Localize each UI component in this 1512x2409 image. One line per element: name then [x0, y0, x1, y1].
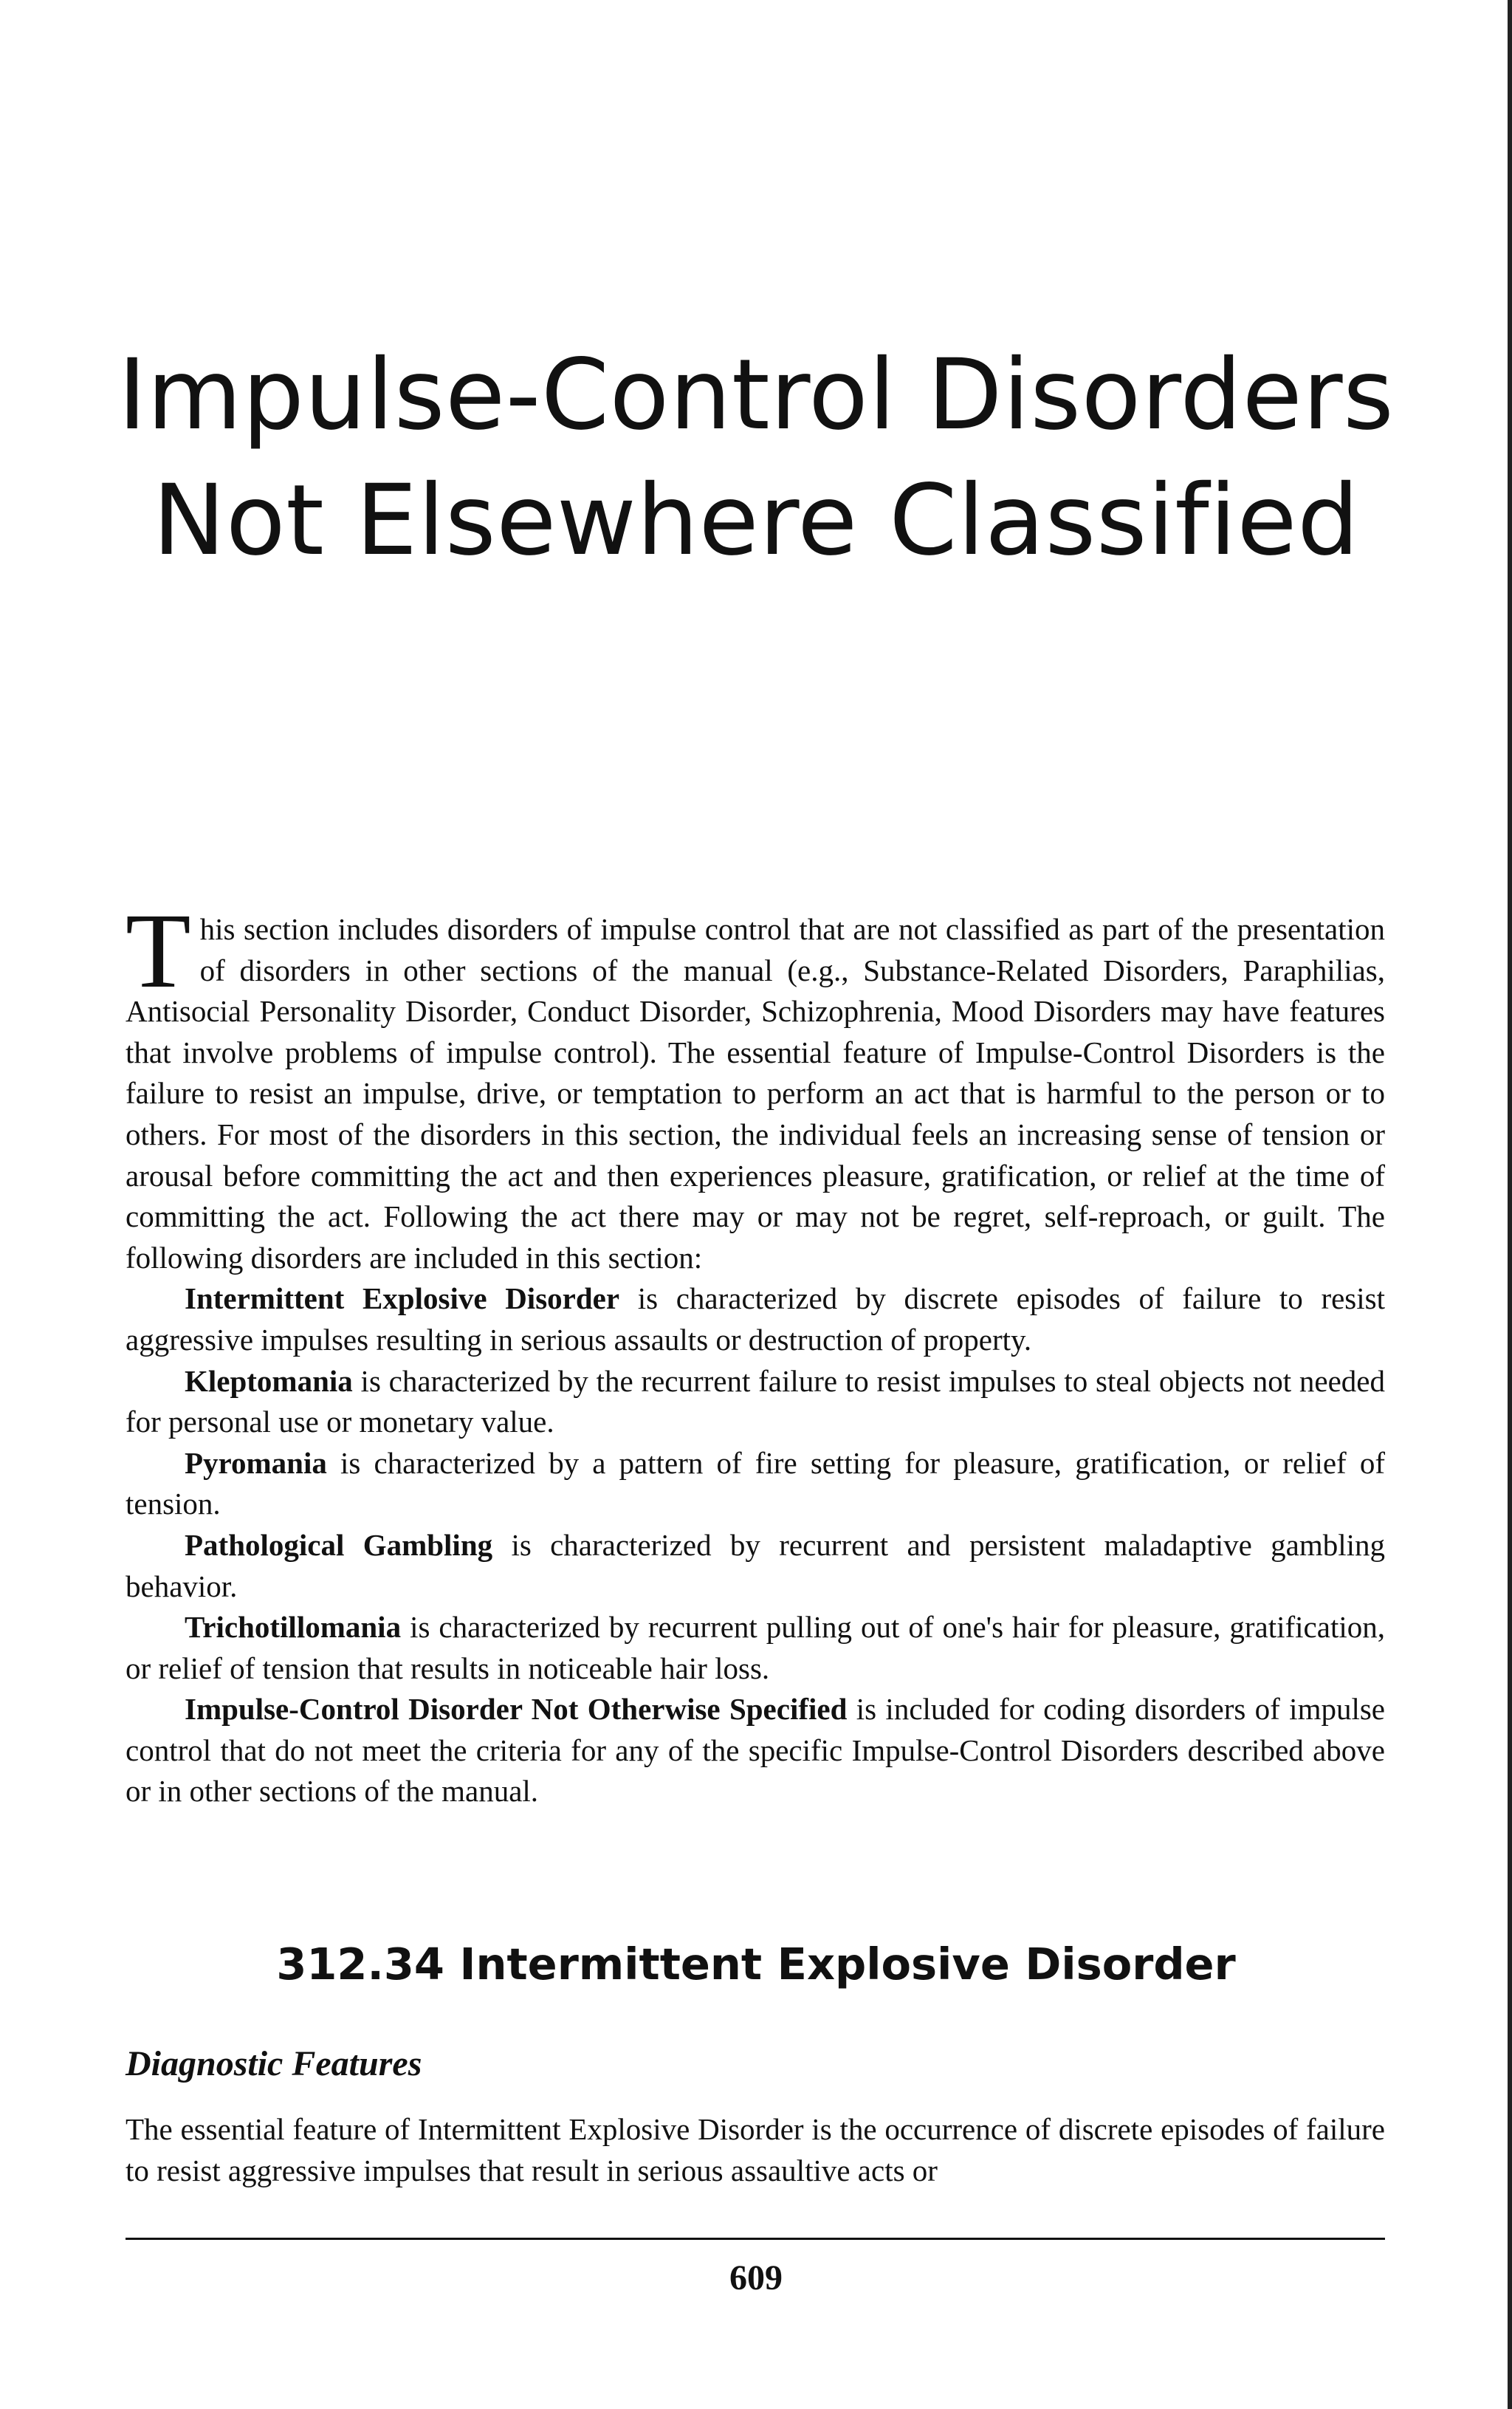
disorder-term: Impulse-Control Disorder Not Otherwise Specified [185, 1692, 848, 1727]
page-number: 609 [729, 2258, 783, 2297]
list-item [126, 1525, 1385, 1607]
disorder-description: is included for coding disorders of impulse control that do not meet the criteria for any of the specific Impulse-Control Disorders described above or in other sections of the manual. [126, 1692, 1385, 1809]
chapter-title [0, 332, 1512, 583]
chapter-title-line-1: Impulse-Control Disorders [117, 338, 1395, 452]
list-item [126, 1607, 1385, 1689]
drop-cap: T [126, 892, 191, 1010]
intro-text: his section includes disorders of impulse control that are not classified as part of the presentation of disorders in other sections of the manual (e.g., Substance-Related Disorders, Paraphilias, Antisocial Personality Disorder, Conduct Disorder, Schizophrenia, Mood Disorders may have features that involve problems of impulse control). The essential feature of Impulse-Control Disorders is the failure to resist an impulse, drive, or temptation to perform an act that is harmful to the person or to others. For most of the disorders in this section, the individual feels an increasing sense of tension or arousal before committing the act and then experiences pleasure, gratification, or relief at the time of committing the act. Following the act there may or may not be regret, self-reproach, or guilt. The following disorders are included in this section: [126, 912, 1385, 1275]
disorder-description: is characterized by recurrent pulling out of one's hair for pleasure, gratification, or relief of tension that results in noticeable hair loss. [126, 1610, 1385, 1685]
list-item [126, 1689, 1385, 1812]
disorder-term: Trichotillomania [185, 1610, 402, 1645]
disorder-term: Pyromania [185, 1445, 327, 1480]
disorder-term: Kleptomania [185, 1363, 353, 1398]
diagnostic-features-section [126, 2109, 1385, 2191]
list-item [126, 1443, 1385, 1525]
list-item [126, 1278, 1385, 1360]
disorder-description: is characterized by discrete episodes of failure to resist aggressive impulses resulting in serious assaults or destruction of property. [126, 1281, 1386, 1357]
section-heading: 312.34 Intermittent Explosive Disorder [276, 1939, 1236, 1990]
diagnostic-paragraph: The essential feature of Intermittent Explosive Disorder is the occurrence of discrete episodes of failure to resist aggressive impulses that result in serious assaultive acts or [126, 2112, 1385, 2187]
disorder-description: is characterized by a pattern of fire setting for pleasure, gratification, or relief of tension. [126, 1445, 1385, 1521]
disorder-description: is characterized by the recurrent failure to resist impulses to steal objects not needed for personal use or monetary value. [126, 1363, 1385, 1439]
disorder-term: Pathological Gambling [185, 1527, 493, 1562]
footer-rule [126, 2238, 1385, 2240]
disorder-term: Intermittent Explosive Disorder [185, 1281, 620, 1316]
subsection-heading: Diagnostic Features [126, 2044, 422, 2083]
intro-section [126, 892, 1386, 1812]
list-item [126, 1361, 1385, 1443]
disorder-list [126, 1278, 1385, 1812]
intro-paragraph [126, 892, 1385, 1278]
disorder-description: is characterized by recurrent and persistent maladaptive gambling behavior. [126, 1527, 1385, 1603]
chapter-title-line-2: Not Elsewhere Classified [152, 464, 1360, 578]
